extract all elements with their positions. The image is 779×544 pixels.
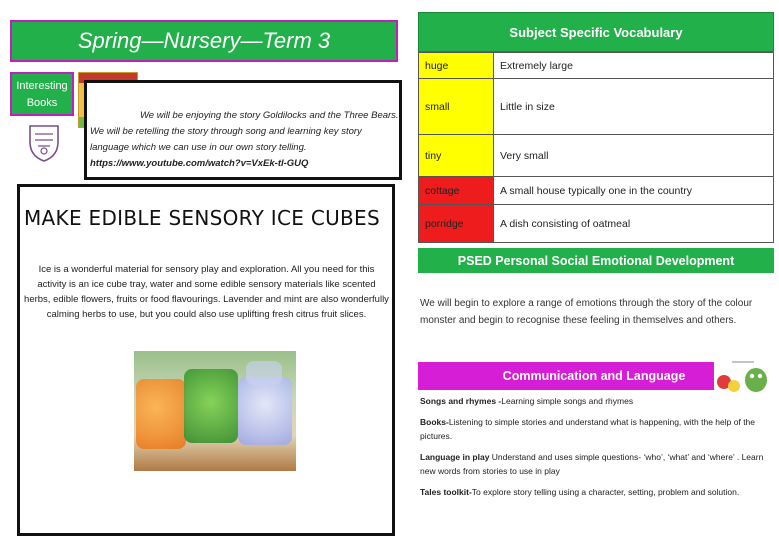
story-text: We will be enjoying the story Goldilocks and the Three Bears. We will be retelling the story through song and learning key story language which we can use in our own story telling.	[90, 110, 399, 153]
vocab-definition: Very small	[494, 135, 774, 177]
vocab-definition: Little in size	[494, 79, 774, 135]
vocabulary-table	[418, 52, 774, 243]
list-item: Books-Listening to simple stories and understand what is happening, with the help of the pictures.	[420, 417, 756, 441]
vocab-term: tiny	[419, 135, 494, 177]
table-row	[419, 79, 774, 135]
vocab-definition: A dish consisting of oatmeal	[494, 205, 774, 243]
lavender-ice-cube	[246, 361, 282, 385]
title-banner	[10, 20, 398, 62]
psed-header: PSED Personal Social Emotional Development	[418, 248, 774, 273]
psed-description: We will begin to explore a range of emotions through the story of the colour monster and begin to recognise these feeling in themselves and others.	[420, 298, 753, 326]
vocab-term: porridge	[419, 205, 494, 243]
school-crest-icon	[22, 120, 66, 164]
vocab-definition: Extremely large	[494, 53, 774, 79]
books-label: Interesting Books	[10, 72, 74, 116]
table-row	[419, 177, 774, 205]
activity-heading: MAKE EDIBLE SENSORY ICE CUBES	[24, 206, 380, 230]
list-item: Tales toolkit-To explore story telling using a character, setting, problem and solution.	[420, 487, 740, 497]
colour-monster-icon	[714, 356, 770, 396]
activity-description: Ice is a wonderful material for sensory play and exploration. All you need for this activity is an ice cube tray, water and some edible sensory materials like scented herbs, edible flowers, fruits or food flavourings. Lavender and mint are also wonderfully calming herbs to use, but you could also use uplifting fresh citrus fruit slices.	[24, 264, 389, 320]
page-title: Spring—Nursery—Term 3	[77, 28, 331, 53]
table-row	[419, 135, 774, 177]
story-description	[90, 108, 400, 172]
vocab-term: huge	[419, 53, 494, 79]
communication-list	[420, 394, 772, 506]
vocab-term: small	[419, 79, 494, 135]
story-link[interactable]: https://www.youtube.com/watch?v=VxEk-tl-GUQ	[90, 158, 309, 169]
table-row	[419, 53, 774, 79]
vocabulary-header: Subject Specific Vocabulary	[418, 12, 774, 52]
vocab-term: cottage	[419, 177, 494, 205]
table-row	[419, 205, 774, 243]
vocab-definition: A small house typically one in the country	[494, 177, 774, 205]
mint-ice-cube	[184, 369, 238, 443]
list-item: Songs and rhymes -Learning simple songs and rhymes	[420, 396, 634, 406]
flower-ice-cube	[238, 377, 292, 445]
communication-header: Communication and Language	[418, 362, 770, 390]
list-item: Language in play Understand and uses simple questions- ‘who’, ‘what’ and ‘where’ . Learn new words from stories to use in play	[420, 452, 764, 476]
ice-cubes-photo	[134, 351, 296, 471]
orange-ice-cube	[136, 379, 186, 449]
